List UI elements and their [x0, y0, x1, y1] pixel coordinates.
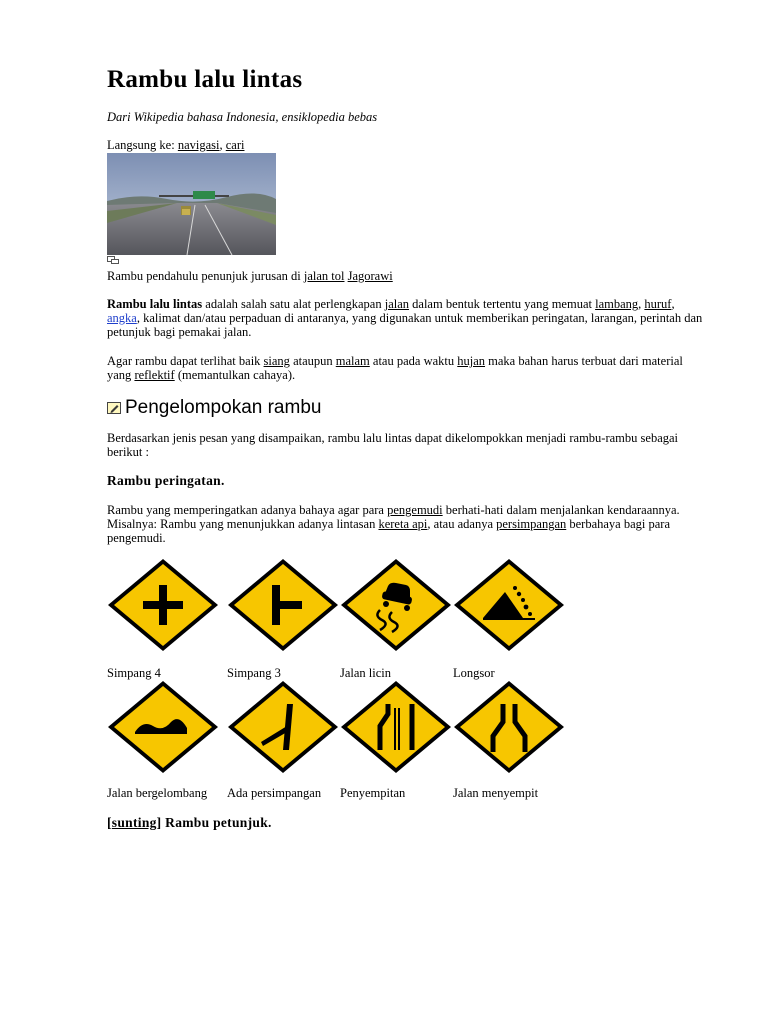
intro-bold-term: Rambu lalu lintas: [107, 297, 203, 311]
intro-text-5: , kalimat dan/atau perpaduan di antaranya, yang digunakan untuk memberikan peringatan, larangan, perintah dan petunjuk bagi pemakai jalan.: [107, 311, 703, 339]
warning-signs-heading: Rambu peringatan.: [107, 473, 225, 488]
link-lambang[interactable]: lambang: [595, 297, 639, 311]
grouping-paragraph: Berdasarkan jenis pesan yang disampaikan, rambu lalu lintas dapat dikelompokkan menjadi rambu-rambu sebagai berikut :: [107, 431, 679, 459]
jump-separator: ,: [219, 138, 226, 152]
sign-label: Jalan licin: [340, 666, 392, 680]
link-persimpangan[interactable]: persimpangan: [496, 517, 567, 531]
sign-label: Jalan menyempit: [453, 786, 539, 800]
jump-navigation-link[interactable]: navigasi: [177, 138, 220, 152]
sign-label: Longsor: [453, 666, 495, 680]
link-jalan[interactable]: jalan: [384, 297, 410, 311]
page-subtitle: Dari Wikipedia bahasa Indonesia, ensiklopedia bebas: [107, 110, 378, 124]
sign-side-road-icon: [227, 680, 339, 774]
link-kereta-api[interactable]: kereta api: [378, 517, 428, 531]
image-caption: [107, 269, 393, 284]
intro-text-2: dalam bentuk tertentu yang memuat: [409, 297, 596, 311]
page-title: Rambu lalu lintas: [107, 66, 303, 93]
vis-text-1: Agar rambu dapat terlihat baik: [107, 354, 264, 368]
warn-text-1: Rambu yang memperingatkan adanya bahaya agar para: [107, 503, 388, 517]
sign-slippery-road-icon: [340, 558, 452, 652]
vis-text-4: maka bahan harus terbuat dari material yang: [107, 354, 683, 382]
visibility-paragraph: [107, 354, 705, 382]
sign-bumpy-road-icon: [107, 680, 219, 774]
sign-narrowing-icon: [340, 680, 452, 774]
enlarge-icon[interactable]: [107, 256, 119, 264]
link-pengemudi[interactable]: pengemudi: [387, 503, 443, 517]
sign-label: Simpang 3: [227, 666, 281, 680]
caption-link-toll-road[interactable]: jalan tol: [303, 269, 345, 283]
sign-label: Ada persimpangan: [227, 786, 322, 800]
intro-paragraph: [107, 297, 705, 339]
warning-signs-paragraph: [107, 503, 705, 545]
vis-text-3: atau pada waktu: [369, 354, 458, 368]
sign-landslide-icon: [453, 558, 565, 652]
caption-link-jagorawi[interactable]: Jagorawi: [347, 269, 393, 283]
jump-search-link[interactable]: cari: [225, 138, 245, 152]
sign-label: Penyempitan: [340, 786, 406, 800]
sign-road-narrows-icon: [453, 680, 565, 774]
guide-signs-heading-text: Rambu petunjuk.: [161, 815, 272, 830]
jump-links: [107, 138, 244, 153]
sign-label: Simpang 4: [107, 666, 161, 680]
warn-text-2: berhati-hati dalam menjalankan kendaraannya. Misalnya: Rambu yang menunjukkan adanya lintasan: [107, 503, 680, 531]
link-angka[interactable]: angka: [107, 311, 137, 325]
sign-crossroads-icon: [107, 558, 219, 652]
intro-text-3: ,: [638, 297, 645, 311]
link-siang[interactable]: siang: [263, 354, 290, 368]
jump-prefix: Langsung ke:: [107, 138, 178, 152]
bracket-open: [: [107, 815, 112, 830]
edit-section-link[interactable]: sunting: [111, 815, 157, 830]
section-heading-text: Pengelompokan rambu: [125, 397, 322, 418]
warn-text-4: berbahaya bagi para pengemudi.: [107, 517, 671, 545]
caption-text: Rambu pendahulu penunjuk jurusan di: [107, 269, 304, 283]
section-heading: [107, 397, 321, 419]
link-hujan[interactable]: hujan: [457, 354, 486, 368]
link-huruf[interactable]: huruf: [644, 297, 672, 311]
intro-text-1: adalah salah satu alat perlengkapan: [202, 297, 385, 311]
sign-label: Jalan bergelombang: [107, 786, 208, 800]
vis-text-2: ataupun: [289, 354, 336, 368]
highway-photo[interactable]: [107, 153, 276, 255]
vis-text-5: (memantulkan cahaya).: [174, 368, 296, 382]
sign-t-junction-icon: [227, 558, 339, 652]
guide-signs-heading: [107, 815, 272, 831]
link-malam[interactable]: malam: [335, 354, 370, 368]
bracket-close: ]: [156, 815, 162, 830]
warn-text-3: , atau adanya: [427, 517, 497, 531]
edit-pencil-icon[interactable]: [107, 401, 121, 415]
link-reflektif[interactable]: reflektif: [134, 368, 175, 382]
intro-text-4: ,: [671, 297, 675, 311]
